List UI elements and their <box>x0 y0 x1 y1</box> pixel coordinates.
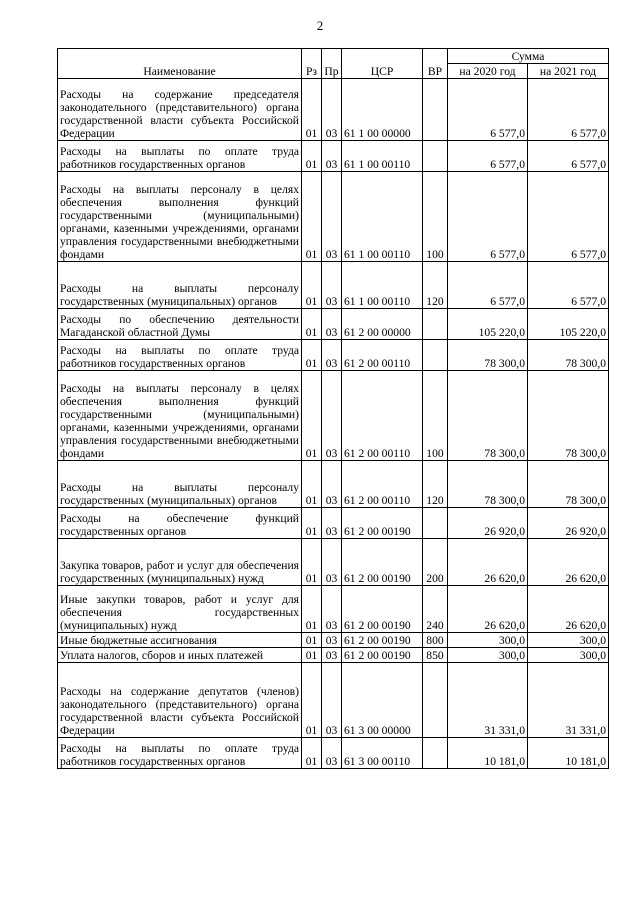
row-sum-2021: 300,0 <box>528 633 609 648</box>
row-csr: 61 2 00 00110 <box>342 371 423 461</box>
row-csr: 61 1 00 00000 <box>342 79 423 141</box>
row-sum-2021: 6 577,0 <box>528 79 609 141</box>
row-rz: 01 <box>302 172 322 262</box>
row-rz: 01 <box>302 79 322 141</box>
row-pr: 03 <box>322 79 342 141</box>
table-row <box>58 539 609 586</box>
row-pr: 03 <box>322 663 342 738</box>
table-row <box>58 79 609 141</box>
table-row <box>58 309 609 340</box>
row-csr: 61 2 00 00110 <box>342 461 423 508</box>
table-row <box>58 141 609 172</box>
header-sum: Сумма <box>448 49 609 64</box>
row-vr <box>423 663 448 738</box>
row-csr: 61 2 00 00190 <box>342 586 423 633</box>
row-pr: 03 <box>322 371 342 461</box>
row-rz: 01 <box>302 539 322 586</box>
budget-table <box>57 48 609 769</box>
row-name: Расходы на выплаты по оплате труда работников государственных органов <box>58 141 302 172</box>
row-vr: 240 <box>423 586 448 633</box>
row-sum-2020: 105 220,0 <box>448 309 528 340</box>
row-rz: 01 <box>302 648 322 663</box>
row-sum-2020: 6 577,0 <box>448 79 528 141</box>
row-sum-2020: 26 620,0 <box>448 586 528 633</box>
row-vr: 200 <box>423 539 448 586</box>
row-csr: 61 1 00 00110 <box>342 141 423 172</box>
row-name: Расходы на обеспечение функций государственных органов <box>58 508 302 539</box>
table-row <box>58 340 609 371</box>
table-row <box>58 633 609 648</box>
row-name: Расходы на выплаты персоналу государственных (муниципальных) органов <box>58 461 302 508</box>
row-sum-2020: 300,0 <box>448 633 528 648</box>
row-name: Расходы на выплаты персоналу государственных (муниципальных) органов <box>58 262 302 309</box>
row-sum-2020: 300,0 <box>448 648 528 663</box>
table-row <box>58 461 609 508</box>
table-body <box>58 79 609 769</box>
row-sum-2021: 6 577,0 <box>528 262 609 309</box>
row-sum-2021: 6 577,0 <box>528 172 609 262</box>
row-rz: 01 <box>302 738 322 769</box>
row-pr: 03 <box>322 172 342 262</box>
header-name: Наименование <box>58 49 302 79</box>
header-year-2021: на 2021 год <box>528 64 609 79</box>
row-sum-2021: 31 331,0 <box>528 663 609 738</box>
header-rz: Рз <box>302 49 322 79</box>
row-csr: 61 2 00 00190 <box>342 633 423 648</box>
row-vr: 100 <box>423 172 448 262</box>
table-row <box>58 586 609 633</box>
table-row <box>58 262 609 309</box>
row-pr: 03 <box>322 586 342 633</box>
row-sum-2020: 6 577,0 <box>448 141 528 172</box>
row-sum-2021: 78 300,0 <box>528 371 609 461</box>
table-row <box>58 738 609 769</box>
row-sum-2020: 26 920,0 <box>448 508 528 539</box>
header-csr: ЦСР <box>342 49 423 79</box>
row-name: Расходы на выплаты по оплате труда работников государственных органов <box>58 738 302 769</box>
row-name: Расходы по обеспечению деятельности Магаданской областной Думы <box>58 309 302 340</box>
row-sum-2020: 6 577,0 <box>448 172 528 262</box>
row-vr <box>423 309 448 340</box>
row-rz: 01 <box>302 461 322 508</box>
table-row <box>58 172 609 262</box>
row-vr <box>423 508 448 539</box>
row-sum-2020: 78 300,0 <box>448 340 528 371</box>
row-vr <box>423 79 448 141</box>
row-csr: 61 1 00 00110 <box>342 262 423 309</box>
row-name: Закупка товаров, работ и услуг для обеспечения государственных (муниципальных) нужд <box>58 539 302 586</box>
row-sum-2020: 31 331,0 <box>448 663 528 738</box>
row-sum-2020: 6 577,0 <box>448 262 528 309</box>
row-name: Расходы на выплаты персоналу в целях обеспечения выполнения функций государственными (муниципальными) органами, казенными учреждениями, органами управления государственными внебюджетными фондами <box>58 172 302 262</box>
row-rz: 01 <box>302 586 322 633</box>
row-sum-2021: 105 220,0 <box>528 309 609 340</box>
row-sum-2020: 78 300,0 <box>448 371 528 461</box>
row-sum-2021: 78 300,0 <box>528 340 609 371</box>
table-row <box>58 508 609 539</box>
row-csr: 61 2 00 00000 <box>342 309 423 340</box>
row-sum-2020: 26 620,0 <box>448 539 528 586</box>
row-csr: 61 1 00 00110 <box>342 172 423 262</box>
row-name: Уплата налогов, сборов и иных платежей <box>58 648 302 663</box>
row-csr: 61 2 00 00190 <box>342 648 423 663</box>
row-vr: 100 <box>423 371 448 461</box>
row-csr: 61 2 00 00190 <box>342 508 423 539</box>
row-rz: 01 <box>302 141 322 172</box>
row-pr: 03 <box>322 539 342 586</box>
table-row <box>58 371 609 461</box>
table-row <box>58 648 609 663</box>
row-rz: 01 <box>302 508 322 539</box>
row-sum-2021: 6 577,0 <box>528 141 609 172</box>
row-vr <box>423 340 448 371</box>
row-vr: 850 <box>423 648 448 663</box>
row-sum-2020: 78 300,0 <box>448 461 528 508</box>
header-year-2020: на 2020 год <box>448 64 528 79</box>
row-pr: 03 <box>322 309 342 340</box>
row-name: Иные бюджетные ассигнования <box>58 633 302 648</box>
header-vr: ВР <box>423 49 448 79</box>
row-csr: 61 3 00 00110 <box>342 738 423 769</box>
row-sum-2021: 26 620,0 <box>528 539 609 586</box>
row-csr: 61 3 00 00000 <box>342 663 423 738</box>
row-name: Расходы на содержание председателя законодательного (представительного) органа государственной власти субъекта Российской Федерации <box>58 79 302 141</box>
row-pr: 03 <box>322 461 342 508</box>
row-pr: 03 <box>322 648 342 663</box>
row-vr: 800 <box>423 633 448 648</box>
header-pr: Пр <box>322 49 342 79</box>
row-vr <box>423 141 448 172</box>
row-csr: 61 2 00 00110 <box>342 340 423 371</box>
row-rz: 01 <box>302 663 322 738</box>
row-sum-2021: 26 620,0 <box>528 586 609 633</box>
row-sum-2021: 78 300,0 <box>528 461 609 508</box>
row-name: Иные закупки товаров, работ и услуг для обеспечения государственных (муниципальных) нужд <box>58 586 302 633</box>
row-rz: 01 <box>302 371 322 461</box>
table-row <box>58 663 609 738</box>
row-rz: 01 <box>302 262 322 309</box>
row-name: Расходы на выплаты по оплате труда работников государственных органов <box>58 340 302 371</box>
row-sum-2021: 10 181,0 <box>528 738 609 769</box>
row-csr: 61 2 00 00190 <box>342 539 423 586</box>
row-pr: 03 <box>322 508 342 539</box>
row-pr: 03 <box>322 738 342 769</box>
row-vr: 120 <box>423 262 448 309</box>
row-pr: 03 <box>322 340 342 371</box>
row-name: Расходы на выплаты персоналу в целях обеспечения выполнения функций государственными (муниципальными) органами, казенными учреждениями, органами управления государственными внебюджетными фондами <box>58 371 302 461</box>
row-pr: 03 <box>322 633 342 648</box>
row-rz: 01 <box>302 340 322 371</box>
row-rz: 01 <box>302 309 322 340</box>
row-sum-2020: 10 181,0 <box>448 738 528 769</box>
row-vr: 120 <box>423 461 448 508</box>
row-sum-2021: 300,0 <box>528 648 609 663</box>
page-number: 2 <box>316 18 324 33</box>
row-name: Расходы на содержание депутатов (членов) законодательного (представительного) органа государственной власти субъекта Российской Федерации <box>58 663 302 738</box>
row-rz: 01 <box>302 633 322 648</box>
row-pr: 03 <box>322 141 342 172</box>
row-vr <box>423 738 448 769</box>
row-sum-2021: 26 920,0 <box>528 508 609 539</box>
row-pr: 03 <box>322 262 342 309</box>
